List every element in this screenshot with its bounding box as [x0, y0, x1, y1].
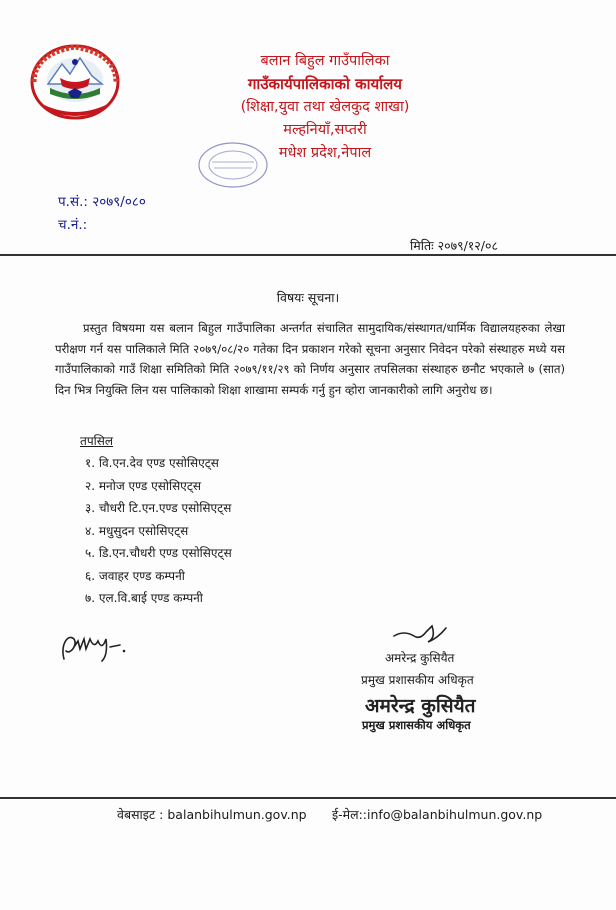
signature: [390, 620, 450, 650]
footer-website: वेबसाइट : balanbihulmun.gov.np: [117, 807, 307, 822]
list-item: ५. डि.एन.चौधरी एण्ड एसोसिएट्स: [85, 546, 232, 560]
letter-subject: विषयः सूचना।: [276, 290, 340, 305]
stamp-title: प्रमुख प्रशासकीय अधिकृत: [362, 718, 471, 732]
office-province: मधेश प्रदेश,नेपाल: [278, 145, 372, 161]
list-title: तपसिल: [80, 434, 114, 448]
office-name: गाउँकार्यपालिकाको कार्यालय: [247, 75, 402, 93]
letter-body: प्रस्तुत विषयमा यस बलान बिहुल गाउँपालिका अन्तर्गत संचालित सामुदायिक/संस्थागत/धार्मिक विद्यालयहरुका लेखा परीक्षण गर्न यस पालिकाले मिति २०७९/०८/२० गतेका दिन प्रकाशन गरेको सूचना अनुसार निवेदन परेको संस्थाहरु मध्ये यस गाउँपालिकाको गाउँ शिक्षा समितिको मिति २०७९/११/२९ को निर्णय अनुसार तपसिलका संस्थाहरु छनौट भएकाले ७ (सात) दिन भित्र नियुक्ति लिन यस पालिकाको शिक्षा शाखामा सम्पर्क गर्नु हुन व्होरा जानकारीको लागि अनुरोध छ।: [55, 321, 565, 397]
branch-name: (शिक्षा,युवा तथा खेलकुद शाखा): [240, 99, 410, 115]
list-item: ६. जवाहर एण्ड कम्पनी: [85, 568, 185, 583]
list-item: २. मनोज एण्ड एसोसिएट्स: [85, 478, 201, 493]
office-stamp-icon: [196, 140, 270, 190]
header-divider: [0, 254, 616, 256]
dispatch-number: च.नं.:: [58, 217, 88, 233]
municipality-name: बलान बिहुल गाउँपालिका: [260, 53, 390, 69]
reference-number: प.सं.: २०७९/०८०: [58, 194, 146, 210]
handwritten-initials: [58, 625, 130, 665]
footer-divider: [0, 797, 616, 799]
letter-date: मितिः २०७९/१२/०८: [410, 238, 498, 253]
stamp-name: अमरेन्द्र कुसियैत: [365, 695, 476, 717]
footer-email: ई-मेल::info@balanbihulmun.gov.np: [332, 807, 543, 822]
nepal-emblem-icon: [30, 42, 120, 120]
list-item: ७. एल.वि.बाई एण्ड कम्पनी: [85, 591, 203, 605]
office-location: मल्हनियाँ,सप्तरी: [283, 122, 367, 138]
list-item: ३. चौधरी टि.एन.एण्ड एसोसिएट्स: [85, 501, 232, 515]
list-item: १. वि.एन.देव एण्ड एसोसिएट्स: [85, 456, 219, 470]
vendor-list: [85, 452, 232, 610]
signatory-name: अमरेन्द्र कुसियैत: [385, 651, 455, 665]
signatory-title: प्रमुख प्रशासकीय अधिकृत: [361, 673, 474, 687]
list-item: ४. मधुसुदन एसोसिएट्स: [85, 523, 189, 538]
